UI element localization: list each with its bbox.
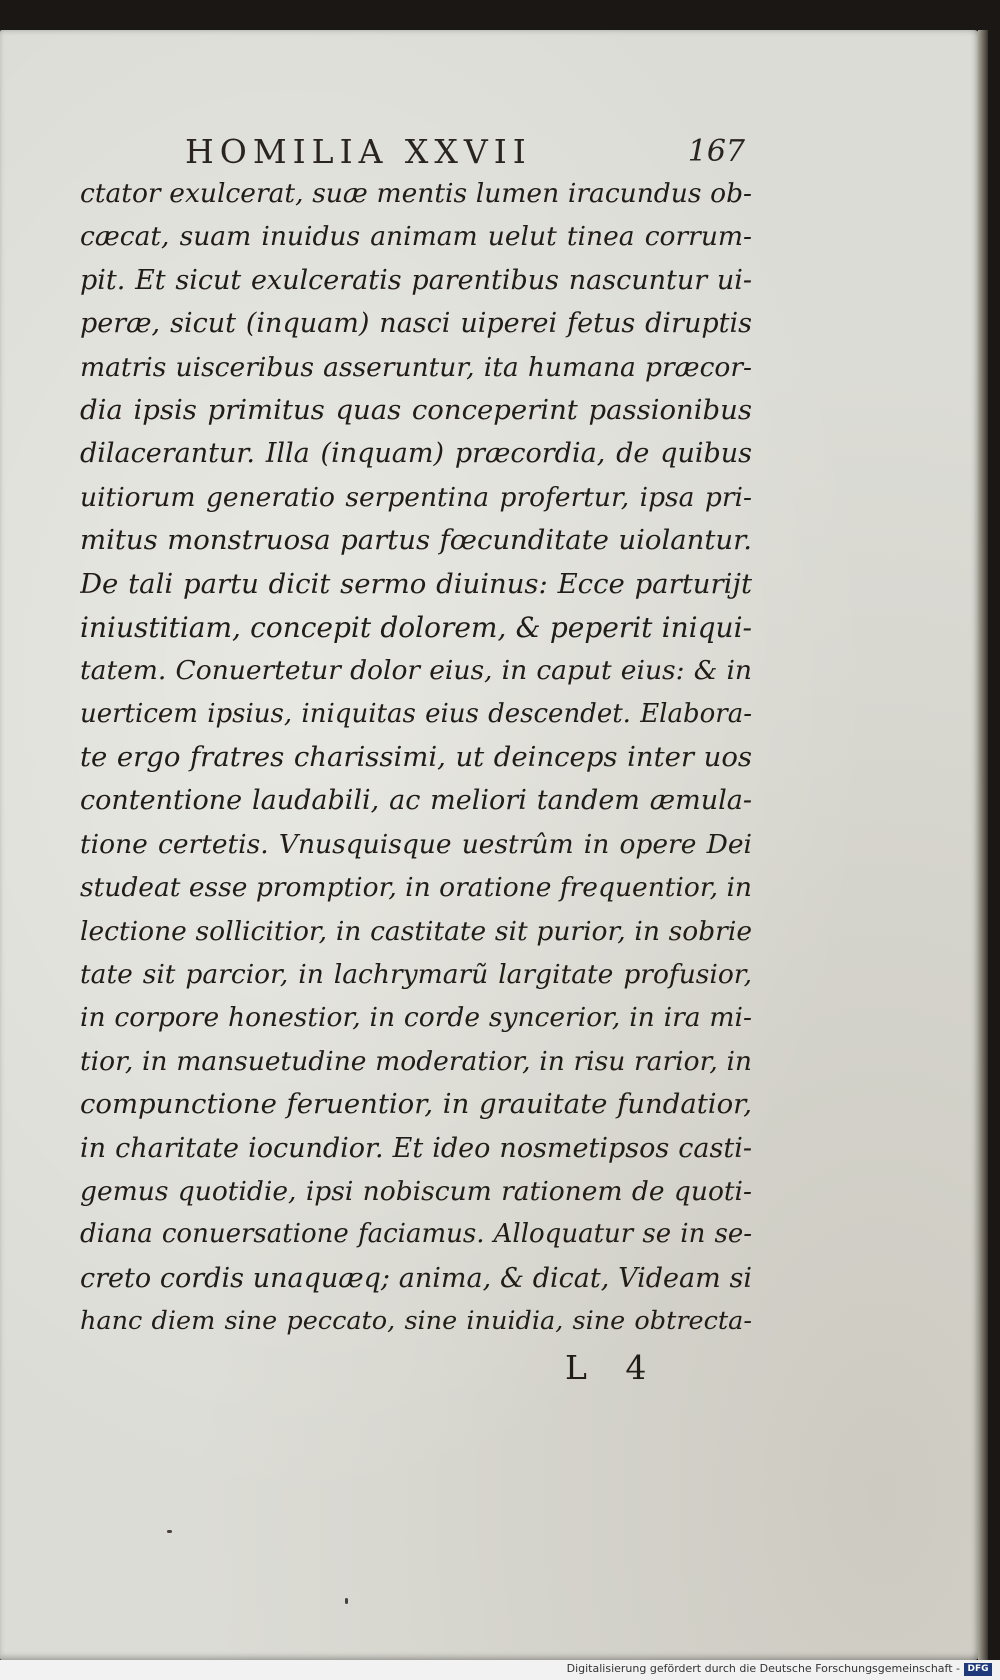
text-line: diana conuersatione faciamus. Alloquatur se in se- [80,1219,752,1250]
text-line: creto cordis unaquæq; anima, & dicat, Videam si [80,1262,752,1294]
signature-mark: L 4 [565,1348,661,1387]
text-line: De tali partu dicit sermo diuinus: Ecce parturijt [80,567,752,600]
page-edge-shadow [978,30,988,1660]
text-line: hanc diem sine peccato, sine inuidia, sine obtrecta- [80,1306,752,1337]
text-line: contentione laudabili, ac meliori tandem æmula- [80,785,752,817]
folio-number: 167 [687,134,745,169]
body-text [80,172,752,1344]
funding-credit: Digitalisierung gefördert durch die Deutsche Forschungsgemeinschaft - [566,1662,960,1675]
text-line: te ergo fratres charissimi, ut deinceps inter uos [80,741,752,774]
running-title: HOMILIA XXVII [185,132,532,171]
text-line: uerticem ipsius, iniquitas eius descendet. Elabora- [80,698,752,729]
footer-bar [0,1660,1000,1680]
text-line: matris uisceribus asseruntur, ita humana præcor- [80,351,752,383]
text-line: compunctione feruentior, in grauitate fundatior, [80,1088,752,1121]
text-line: pit. Et sicut exulceratis parentibus nascuntur ui- [80,264,752,296]
text-line: gemus quotidie, ipsi nobiscum rationem de quoti- [80,1175,752,1207]
text-line: peræ, sicut (inquam) nasci uiperei fetus diruptis [80,308,752,340]
text-line: tior, in mansuetudine moderatior, in risu rarior, in [80,1045,752,1077]
text-line: in charitate iocundior. Et ideo nosmetipsos casti- [80,1132,752,1164]
dfg-logo: DFG [964,1663,992,1676]
text-line: iniustitiam, concepit dolorem, & peperit iniqui- [80,610,752,644]
text-line: in corpore honestior, in corde syncerior, in ira mi- [80,1002,752,1034]
text-line: dilacerantur. Illa (inquam) præcordia, de quibus [80,438,752,470]
text-line: mitus monstruosa partus fœcunditate uiolantur. [80,524,752,557]
text-line: cæcat, suam inuidus animam uelut tinea corrum- [80,221,752,253]
ink-speck [167,1530,172,1533]
text-line: lectione sollicitior, in castitate sit purior, in sobrie [80,915,752,947]
text-line: dia ipsis primitus quas conceperint passionibus [80,393,752,426]
text-line: uitiorum generatio serpentina profertur, ipsa pri- [80,481,752,513]
text-line: tatem. Conuertetur dolor eius, in caput eius: & in [80,655,752,687]
text-line: tate sit parcior, in lachrymarũ largitate profusior, [80,959,752,991]
running-head [185,132,745,172]
text-line: tione certetis. Vnusquisque uestrûm in opere Dei [80,828,752,860]
text-line: studeat esse promptior, in oratione frequentior, in [80,872,752,904]
text-line: ctator exulcerat, suæ mentis lumen iracundus ob- [80,178,752,209]
ink-speck [345,1598,348,1604]
